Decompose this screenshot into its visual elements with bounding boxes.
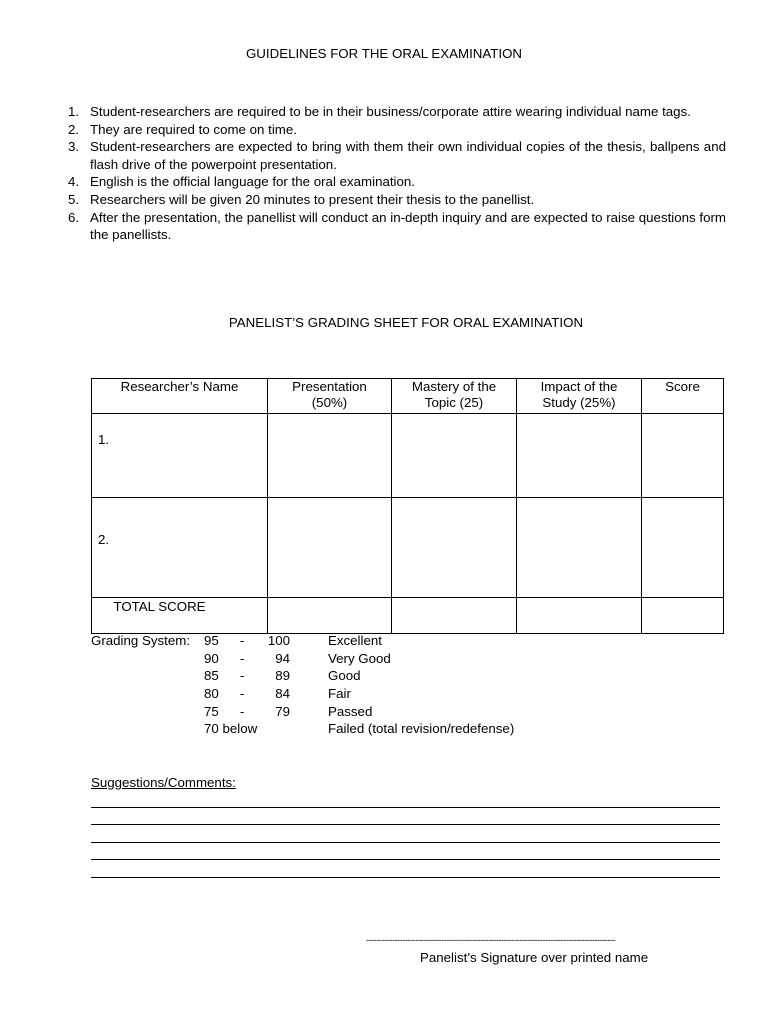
guideline-text: Student-researchers are required to be in their business/corporate attire wearing individual name tags. [90,104,691,119]
score-cell-1[interactable] [642,414,724,498]
signature-line[interactable]: ------------------------------------------------------------------------------------------------ [366,935,616,945]
header-presentation: Presentation (50%) [268,379,392,414]
score-cell-2[interactable] [642,498,724,598]
guidelines-title: GUIDELINES FOR THE ORAL EXAMINATION [245,46,523,61]
comment-line-1[interactable] [91,807,720,808]
grading-sheet-title: PANELIST’S GRADING SHEET FOR ORAL EXAMINATION [228,315,584,330]
total-score-label: TOTAL SCORE [92,598,268,634]
list-item: 5. Researchers will be given 20 minutes to present their thesis to the panellist. [68,191,535,207]
header-mastery: Mastery of the Topic (25) [392,379,517,414]
total-impact-cell[interactable] [517,598,642,634]
researcher-cell-2[interactable]: 2. [92,498,268,598]
header-impact: Impact of the Study (25%) [517,379,642,414]
list-item: 2. They are required to come on time. [68,121,297,137]
grade-dash-column: - - - - - [240,633,245,719]
comment-line-4[interactable] [91,859,720,860]
grade-low-column: 95 90 85 80 75 70 below [204,633,258,737]
guideline-text: Student-researchers are expected to bring with them their own individual copies of the thesis, ballpens and flash drive of the powerpoint presentation. [90,139,726,172]
table-row [92,414,724,498]
grade-desc-column: Excellent Very Good Good Fair Passed Failed (total revision/redefense) [328,633,515,737]
impact-cell-1[interactable] [517,414,642,498]
table-row [92,498,724,598]
grade-high-column: 100 94 89 84 79 [267,633,290,719]
table-header-row [92,379,724,414]
list-item: 6. After the presentation, the panellist will conduct an in-depth inquiry and are expected to raise questions form the panellists. [68,209,726,243]
mastery-cell-2[interactable] [392,498,517,598]
grade-failed-range: 70 below [204,721,258,737]
grading-system-label: Grading System: [91,633,191,648]
mastery-cell-1[interactable] [392,414,517,498]
total-row [92,598,724,634]
total-score-cell[interactable] [642,598,724,634]
impact-cell-2[interactable] [517,498,642,598]
guideline-text: Researchers will be given 20 minutes to present their thesis to the panellist. [90,191,535,207]
comment-line-3[interactable] [91,842,720,843]
comment-line-5[interactable] [91,877,720,878]
comment-line-2[interactable] [91,824,720,825]
presentation-cell-1[interactable] [268,414,392,498]
header-score: Score [642,379,724,414]
suggestions-label: Suggestions/Comments: [91,775,236,790]
total-mastery-cell[interactable] [392,598,517,634]
presentation-cell-2[interactable] [268,498,392,598]
guidelines-list [58,103,726,244]
guideline-text: They are required to come on time. [90,121,297,137]
list-item: 4. English is the official language for the oral examination. [68,174,415,190]
list-item: 3. Student-researchers are expected to bring with them their own individual copies of the thesis, ballpens and flash drive of the powerpoint presentation. [68,139,726,172]
guideline-text: English is the official language for the oral examination. [90,174,415,190]
grading-table [91,378,724,634]
researcher-cell-1[interactable]: 1. [92,414,268,498]
list-item: 1. Student-researchers are required to be in their business/corporate attire wearing individual name tags. [68,104,691,119]
total-presentation-cell[interactable] [268,598,392,634]
guideline-text: After the presentation, the panellist will conduct an in-depth inquiry and are expected to raise questions form the panellists. [90,209,726,243]
header-researcher-name: Researcher’s Name [92,379,268,414]
signature-label: Panelist’s Signature over printed name [420,950,649,965]
